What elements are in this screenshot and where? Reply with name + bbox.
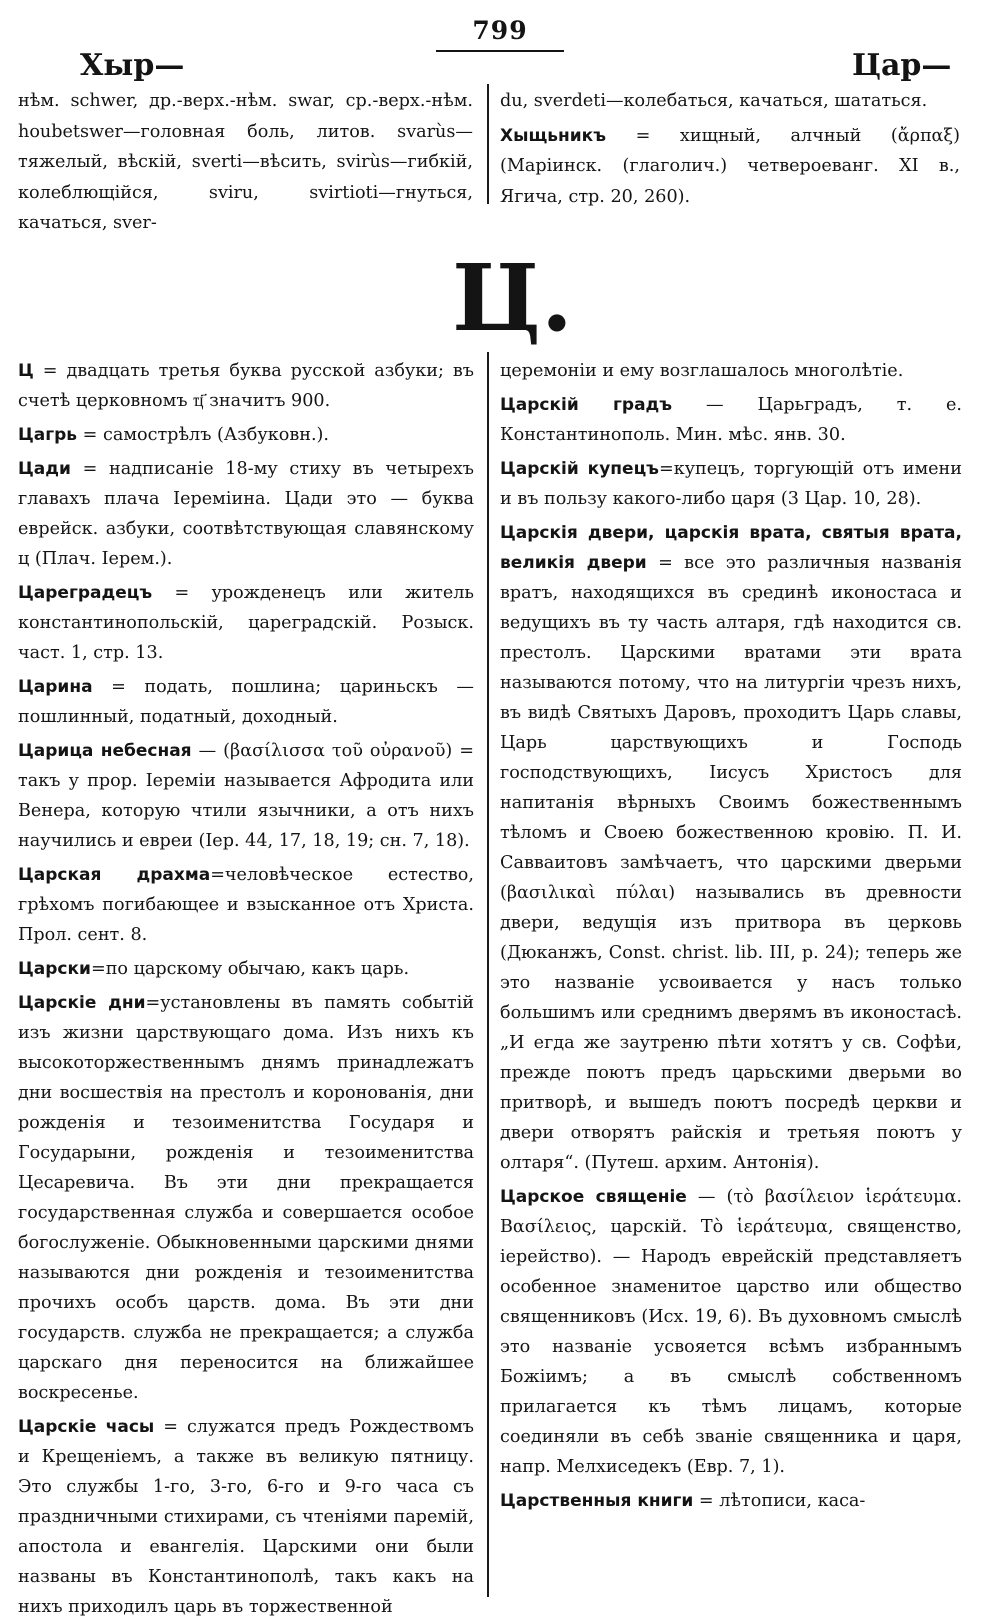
entry-definition: = двадцать третья буква русской азбуки; въ счетѣ церковномъ ҵ҃ значитъ 900. [18, 361, 474, 411]
entry-definition: = лѣтописи, каса- [693, 1491, 866, 1511]
dictionary-entry [18, 672, 474, 732]
entry-definition: = надписаніе 18-му стиху въ четырехъ главахъ плача Іереміина. Цади это — буква еврейск. азбуки, соотвѣтствующая славянскому ц (Плач. Іерем.). [18, 459, 474, 569]
dictionary-entry [500, 1486, 962, 1516]
continued-entry-text: du, sverdeti—колебаться, качаться, шататься. [500, 91, 928, 111]
entry-headword: Царица небесная [18, 741, 192, 761]
entry-headword: Царское священіе [500, 1187, 687, 1207]
dictionary-entry [18, 1412, 474, 1622]
entry-headword: Царина [18, 677, 93, 697]
top-column-divider [487, 84, 489, 204]
entry-definition: = все это различныя названія вратъ, находящихся въ срединѣ иконостаса и ведущихъ въ ту часть алтаря, гдѣ находится св. престолъ. Царскими вратами эти врата называются потому, что на литургіи чрезъ нихъ, въ видѣ Святыхъ Даровъ, проходитъ Царь славы, Царь царствующихъ и Господь господствующихъ, Іисусъ Христосъ для напитанія вѣрныхъ Своимъ божественнымъ тѣломъ и Своею божественною кровію. П. И. Савваитовъ замѣчаетъ, что царскими дверьми (βασιλικαὶ πύλαι) назывались въ древности двери, ведущія изъ притвора въ церковь (Дюканжъ, Const. christ. lib. III, p. 24); теперь же это названіе усвоивается у насъ только большимъ или среднимъ дверямъ въ иконостасѣ. „И егда же заутреню пѣти хотятъ у св. Софѣи, прежде поютъ предъ царьскими дверьми во притворѣ, и вышедъ поютъ посредѣ церкви и двери отворятъ райскія и третьяя поютъ у олтаря“. (Путеш. архим. Антонія). [500, 553, 962, 1173]
entry-definition: =установлены въ память событій изъ жизни царствующаго дома. Изъ нихъ къ высокоторжественнымъ днямъ принадлежатъ дни восшествія на престолъ и коронованія, дни рожденія и тезоименитства Государя и Государыни, рожденія и тезоименитства Цесаревича. Въ эти дни прекращается государственная служба и совершается особое богослуженіе. Обыкновенными царскими днями называются дни рожденія и тезоименитства прочихъ особъ царств. дома. Въ эти дни государств. служба не прекращается; а служба царскаго дня переносится на ближайшее воскресенье. [18, 993, 474, 1403]
dictionary-entry [18, 578, 474, 668]
entry-definition: =человѣческое естество, грѣхомъ погибающее и взысканное отъ Христа. Прол. сент. 8. [18, 865, 474, 945]
entry-definition: — (τὸ βασίλειον ἱεράτευμα. Βασίλειος, царскій. Τὸ ἱεράτευμα, священство, іерейство). — Народъ еврейскій представляетъ особенное знаменитое царство или общество священниковъ (Исх. 19, 6). Въ духовномъ смыслѣ это названіе усвояется всѣмъ избраннымъ Божіимъ; а въ смыслѣ собственномъ прилагается къ тѣмъ лицамъ, которые соединяли въ себѣ званіе священника и царя, напр. Мелхиседекъ (Евр. 7, 1). [500, 1187, 962, 1477]
dictionary-entry [18, 454, 474, 574]
entry-definition: = хищный, алчный (ἄρπαξ) (Маріинск. (глаголич.) четвероеванг. XI в., Ягича, стр. 20, 260). [500, 125, 960, 207]
dictionary-entry [500, 454, 962, 514]
entry-headword: Царскіе дни [18, 993, 146, 1013]
entry-headword: Царскій градъ [500, 395, 673, 415]
entry-headword: Цагрь [18, 425, 78, 445]
entry-headword: Царскія двери, царскія врата, святыя врата, великія двери [500, 523, 962, 573]
dictionary-entry [18, 420, 474, 450]
dictionary-entry [500, 518, 962, 1178]
dictionary-entry [18, 356, 474, 416]
entry-definition: = урожденецъ или житель константинопольскій, цареградскій. Розыск. част. 1, стр. 13. [18, 583, 474, 663]
entry-definition: = служатся предъ Рождествомъ и Крещеніемъ, а также въ великую пятницу. Это службы 1-го, 3-го, 6-го и 9-го часа съ праздничными стихирами, съ чтеніями паремій, апостола и евангелія. Царскими они были названы въ Константинополѣ, такъ какъ на нихъ приходилъ царь въ торжественной [18, 1417, 474, 1617]
entry-headword: Ц [18, 361, 34, 381]
continued-entry-text: церемоніи и ему возглашалось многолѣтіе. [500, 361, 904, 381]
guideword-left: Хыр— [80, 48, 185, 83]
dictionary-entry [18, 988, 474, 1408]
entry-definition: =купецъ, торгующій отъ имени и въ пользу какого-либо царя (3 Цар. 10, 28). [500, 459, 962, 509]
top-right-column [500, 86, 960, 212]
page-number-underline [436, 50, 564, 52]
main-column-divider [487, 352, 489, 1597]
entry-definition: — Царьградъ, т. е. Константинополь. Мин. мѣс. янв. 30. [500, 395, 962, 445]
entry-headword: Цареградецъ [18, 583, 153, 603]
entry-headword: Царственныя книги [500, 1491, 694, 1511]
right-column [500, 356, 962, 1516]
entry-headword: Царски [18, 959, 91, 979]
continued-entry-text: нѣм. schwer, др.-верх.-нѣм. swar, ср.-верх.-нѣм. houbetswer—головная боль, литов. svarùs—тяжелый, вѣскій, sverti—вѣсить, svirùs—гибкій, колеблющійся, sviru, svirtioti—гнуться, качаться, sver- [18, 91, 473, 233]
entry-definition: = подать, пошлина; цариньскъ — пошлинный, податный, доходный. [18, 677, 474, 727]
entry-headword: Царскіе часы [18, 1417, 155, 1437]
dictionary-entry [18, 736, 474, 856]
dictionary-entry [500, 390, 962, 450]
entry-definition: — (βασίλισσα τοῦ οὐρανοῦ) = такъ у прор. Іереміи называется Афродита или Венера, которую чтили язычники, а отъ нихъ научились и евреи (Іер. 44, 17, 18, 19; сн. 7, 18). [18, 741, 474, 851]
dictionary-entry [18, 954, 474, 984]
guideword-right: Цар— [852, 48, 952, 83]
entry-headword: Хыщьникъ [500, 125, 606, 146]
entry-definition: =по царскому обычаю, какъ царь. [90, 959, 410, 979]
dictionary-entry [500, 121, 960, 213]
entry-headword: Царскій купецъ [500, 459, 659, 479]
top-left-column [18, 86, 473, 239]
page-number: 799 [472, 16, 528, 45]
entry-headword: Царская драхма [18, 865, 211, 885]
entry-definition: = самострѣлъ (Азбуковн.). [77, 425, 330, 445]
left-column [18, 356, 474, 1622]
entry-headword: Цади [18, 459, 71, 479]
dictionary-entry [500, 1182, 962, 1482]
section-letter: Ц. [452, 244, 573, 352]
dictionary-entry [18, 860, 474, 950]
